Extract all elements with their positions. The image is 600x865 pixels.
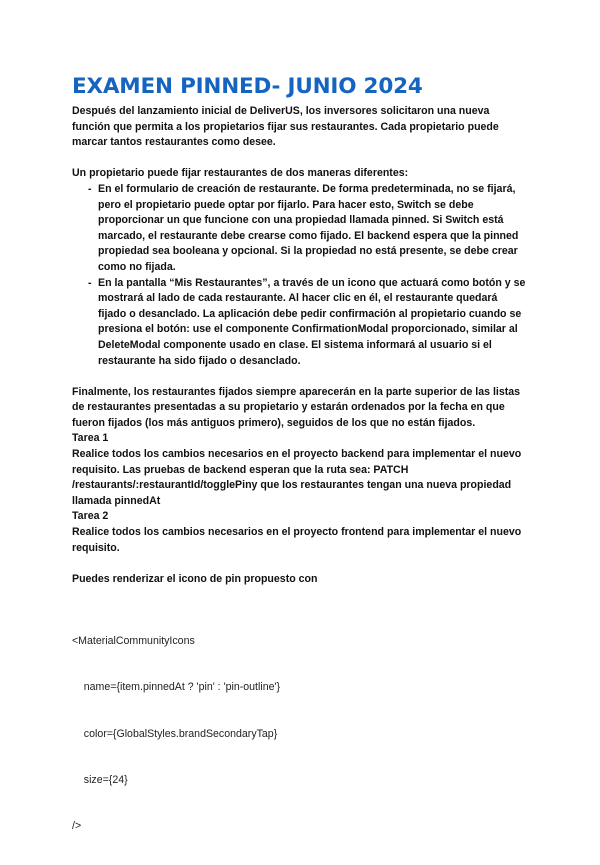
code-line: size={24} <box>72 773 128 786</box>
finally-paragraph: Finalmente, los restaurantes fijados siempre aparecerán en la parte superior de las listas de restaurantes presentadas a su propietario y estarán ordenados por la fecha en que fueron fijados (los más antiguos primero), seguidos de los que no están fijados. <box>72 385 521 429</box>
intro-paragraph: Después del lanzamiento inicial de DeliverUS, los inversores solicitaron una nueva función que permita a los propietarios fijar sus restaurantes. Cada propietario puede marcar tantos restaurantes como desee. <box>72 105 499 149</box>
list-item <box>80 182 528 276</box>
list-item-text: En la pantalla “Mis Restaurantes”, a través de un icono que actuará como botón y se mostrará al lado de cada restaurante. Al hacer clic en él, el restaurante quedará fijado o desanclado. La aplicación debe pedir confirmación al propietario cuando se presiona el botón: use el componente ConfirmationModal proporcionado, similar al DeleteModal componente usado en clase. El sistema informará al usuario si el restaurante ha sido fijado o desanclado. <box>98 276 526 367</box>
task1-title: Tarea 1 <box>72 432 109 445</box>
bullet-dash: - <box>88 276 92 289</box>
task2-title: Tarea 2 <box>72 510 109 523</box>
code-line: color={GlobalStyles.brandSecondaryTap} <box>72 727 278 740</box>
icon-intro: Puedes renderizar el icono de pin propuesto con <box>72 572 318 585</box>
bullet-list <box>72 182 528 369</box>
task1-body: Realice todos los cambios necesarios en el proyecto backend para implementar el nuevo requisito. Las pruebas de backend esperan que la ruta sea: PATCH /restaurants/:restaurantId/togglePiny que los restaurantes tengan una nueva propiedad llamada pinnedAt <box>72 448 522 507</box>
code-line: name={item.pinnedAt ? 'pin' : 'pin-outline'} <box>72 681 281 694</box>
code-snippet <box>72 603 528 865</box>
spacer <box>72 151 528 167</box>
code-line: /> <box>72 820 82 833</box>
page-title: EXAMEN PINNED- JUNIO 2024 <box>72 74 423 99</box>
code-line: <MaterialCommunityIcons <box>72 635 195 648</box>
spacer <box>72 556 528 572</box>
ways-intro: Un propietario puede fijar restaurantes de dos maneras diferentes: <box>72 167 409 180</box>
list-item <box>80 276 528 370</box>
spacer <box>72 369 528 385</box>
list-item-text: En el formulario de creación de restaurante. De forma predeterminada, no se fijará, pero el propietario puede optar por fijarlo. Para hacer esto, Switch se debe proporcionar un que funcione con una propiedad llamada pinned. Si Switch está marcado, el restaurante debe crearse como fijado. El backend espera que la pinned propiedad sea booleana y opcional. Si la propiedad no está presente, se debe crear como no fijada. <box>98 182 519 273</box>
bullet-dash: - <box>88 182 92 195</box>
task2-body: Realice todos los cambios necesarios en el proyecto frontend para implementar el nuevo requisito. <box>72 526 522 554</box>
